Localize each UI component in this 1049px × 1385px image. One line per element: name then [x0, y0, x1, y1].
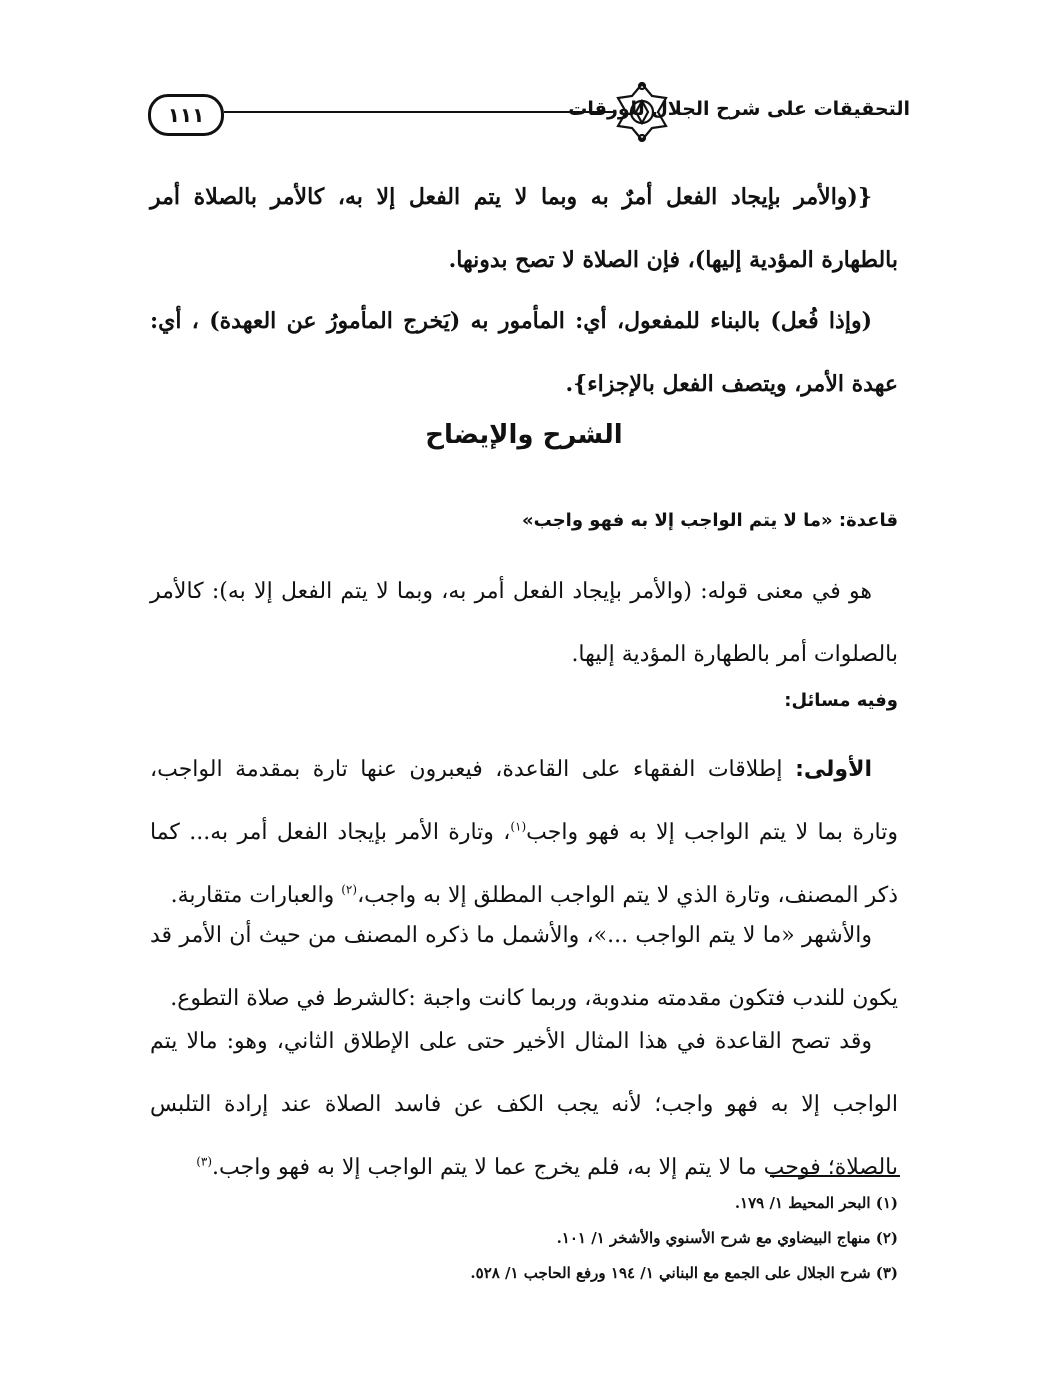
- footnote-1: (١) البحر المحيط ١/ ١٧٩.: [734, 1194, 898, 1212]
- footnote-3: (٣) شرح الجلال على الجمع مع البناني ١/ ١٩٤ ورفع الحاجب ١/ ٥٢٨.: [470, 1264, 898, 1282]
- matn-paragraph-1: {(والأمر بإيجاد الفعل أمرٌ به وبما لا يتم الفعل إلا به، كالأمر بالصلاة أمر بالطهارة المؤدية إليها)، فإن الصلاة لا تصح بدونها.: [150, 184, 898, 273]
- rule-title: قاعدة: «ما لا يتم الواجب إلا به فهو واجب»: [522, 510, 898, 531]
- rule-paragraph: هو في معنى قوله: (والأمر بإيجاد الفعل أمر به، وبما لا يتم الفعل إلا به): كالأمر بالصلوات أمر بالطهارة المؤدية إليها.: [150, 579, 898, 667]
- first-issue-text-b: ، وتارة الأمر بإيجاد الفعل أمر به... كما ذكر المصنف، وتارة الذي لا يتم الواجب المطلق إلا به واجب،: [150, 820, 898, 908]
- valid-paragraph-text: وقد تصح القاعدة في هذا المثال الأخير حتى على الإطلاق الثاني، وهو: مالا يتم الواجب إلا به فهو واجب؛ لأنه يجب الكف عن فاسد الصلاة عند إرادة التلبس بالصلاة؛ فوجب ما لا يتم إلا به، فلم يخرج عما لا يتم الواجب إلا به فهو واجب.: [150, 1029, 898, 1180]
- first-issue-text-c: والعبارات متقاربة.: [170, 883, 342, 908]
- matn-paragraph-2: (وإذا فُعل) بالبناء للمفعول، أي: المأمور به (يَخرج المأمورُ عن العهدة) ، أي: عهدة الأمر، ويتصف الفعل بالإجزاء}.: [150, 308, 898, 397]
- first-issue-label: الأولى:: [795, 757, 872, 782]
- footnote-2: (٢) منهاج البيضاوي مع شرح الأسنوي والأشخر ١/ ١٠١.: [556, 1229, 898, 1247]
- page-number: ١١١: [148, 94, 224, 136]
- first-issue-paragraph: [150, 738, 898, 927]
- running-title: التحقيقات على شرح الجلال للورقات: [568, 98, 910, 120]
- header-rule: [224, 111, 614, 113]
- famous-paragraph: والأشهر «ما لا يتم الواجب ...»، والأشمل ما ذكره المصنف من حيث أن الأمر قد يكون للندب فتكون مقدمته مندوبة، وربما كانت واجبة :كالشرط في صلاة التطوع.: [150, 923, 898, 1011]
- section-title: الشرح والإيضاح: [425, 420, 623, 450]
- valid-paragraph: [150, 1010, 898, 1199]
- footnote-ref-1[interactable]: (١): [510, 819, 527, 834]
- footnote-ref-2[interactable]: (٢): [341, 882, 358, 897]
- page-header: [140, 78, 910, 148]
- issues-heading: وفيه مسائل:: [784, 690, 898, 711]
- footnote-separator: [770, 1175, 900, 1177]
- footnotes: [150, 1186, 898, 1291]
- first-issue-text-a: إطلاقات الفقهاء على القاعدة، فيعبرون عنها تارة بمقدمة الواجب، وتارة بما لا يتم الواجب إلا به فهو واجب: [150, 757, 898, 845]
- footnote-ref-3[interactable]: (٣): [196, 1154, 213, 1169]
